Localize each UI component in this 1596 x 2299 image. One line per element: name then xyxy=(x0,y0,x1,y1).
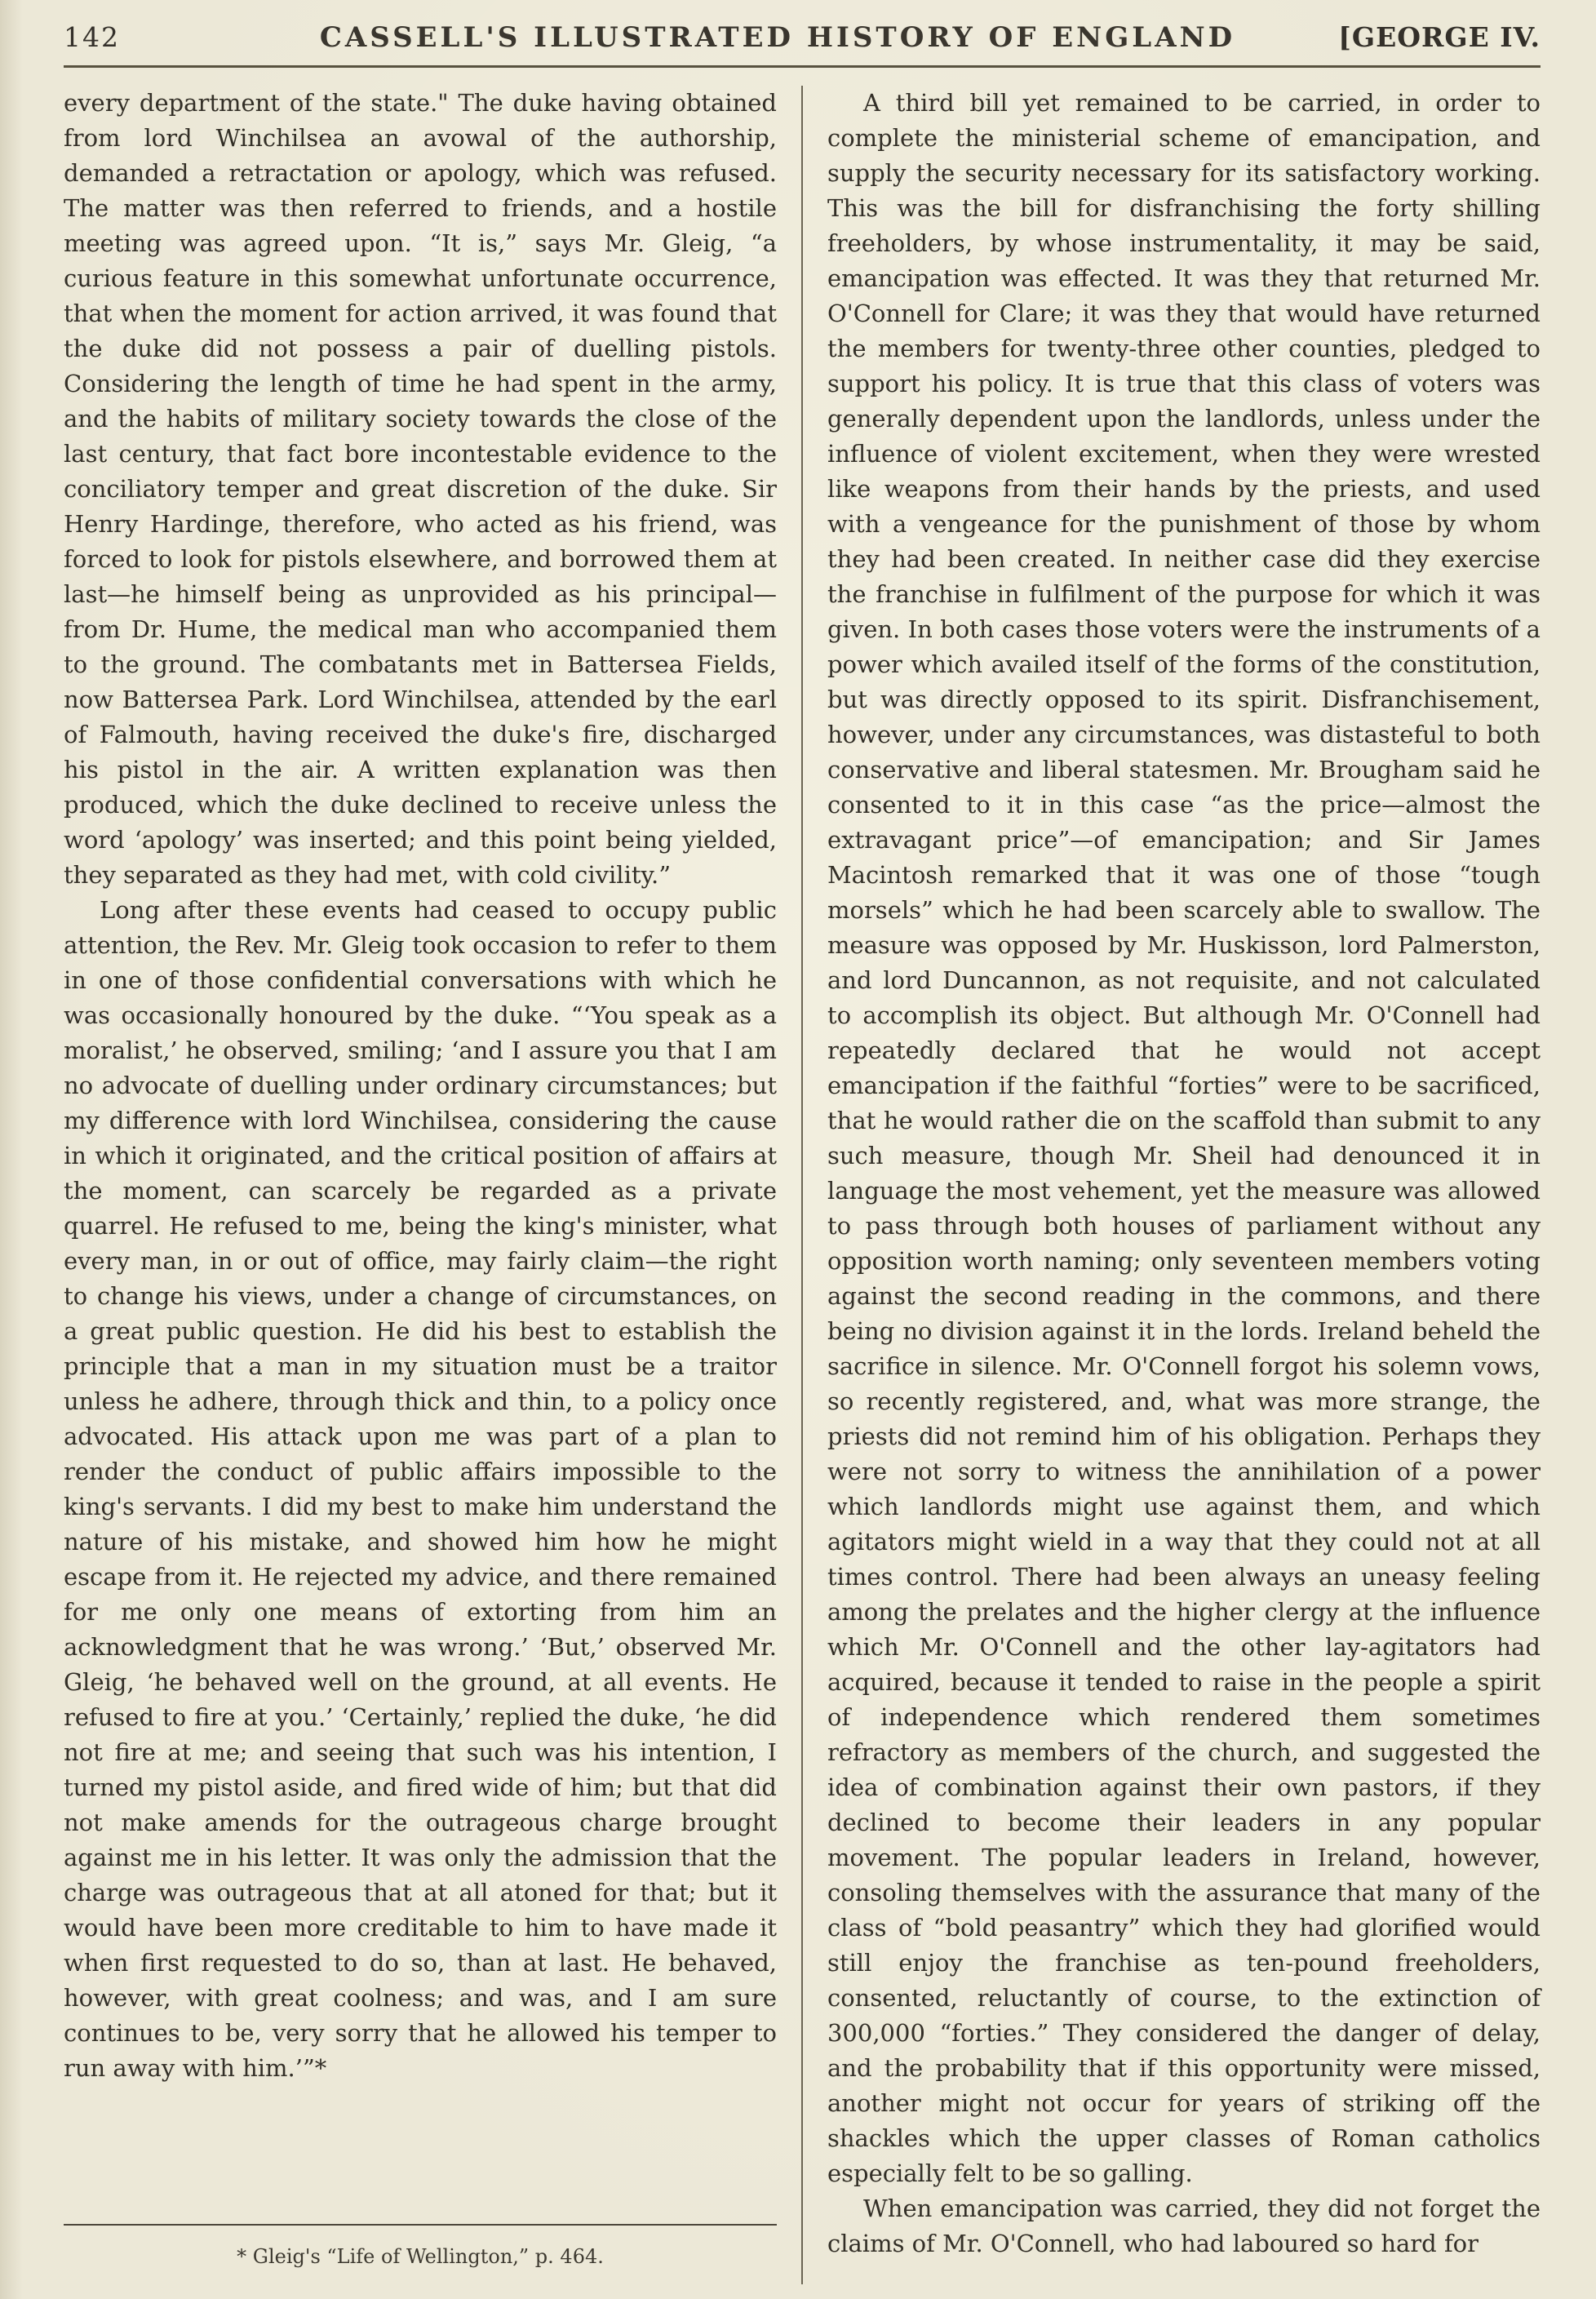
footnote: * Gleig's “Life of Wellington,” p. 464. xyxy=(237,2245,604,2268)
page-number: 142 xyxy=(64,21,120,53)
paragraph: A third bill yet remained to be carried, in order to complete the ministerial scheme of emancipation, and supply the security necessary for its satisfactory working. This was the bill for disfranchising the forty shilling freeholders, by whose instrumentality, it may be said, emancipation was effected. It was they that returned Mr. O'Connell for Clare; it was they that would have returned the members for twenty-three other counties, pledged to support his policy. It is true that this class of voters was generally dependent upon the landlords, unless under the influence of violent excitement, when they were wrested like weapons from their hands by the priests, and used with a vengeance for the punishment of those by whom they had been created. In neither case did they exercise the franchise in fulfilment of the purpose for which it was given. In both cases those voters were the instruments of a power which availed itself of the forms of the constitution, but was directly opposed to its spirit. Disfranchisement, however, under any circumstances, was distasteful to both conservative and liberal statesmen. Mr. Brougham said he consented to it in this case “as the price—almost the extravagant price”—of emancipation; and Sir James Macintosh remarked that it was one of those “tough morsels” which he had been scarcely able to swallow. The measure was opposed by Mr. Huskisson, lord Palmerston, and lord Duncannon, as not requisite, and not calculated to accomplish its object. But although Mr. O'Connell had repeatedly declared that he would not accept emancipation if the faithful “forties” were to be sacrificed, that he would rather die on the scaffold than submit to any such measure, though Mr. Sheil had denounced it in language the most vehement, yet the measure was allowed to pass through both houses of parliament without any opposition worth naming; only seventeen members voting against the second reading in the commons, and there being no division against it in the lords. Ireland beheld the sacrifice in silence. Mr. O'Connell forgot his solemn vows, so recently registered, and, what was more strange, the priests did not remind him of his obligation. Perhaps they were not sorry to witness the annihilation of a power which landlords might use against them, and which agitators might wield in a way that they could not at all times control. There had been always an uneasy feeling among the prelates and the higher clergy at the influence which Mr. O'Connell and the other lay-agitators had acquired, because it tended to raise in the people a spirit of independence which rendered them sometimes refractory as members of the church, and suggested the idea of combination against their own pastors, if they declined to become their leaders in any popular movement. The popular leaders in Ireland, however, consoling themselves with the assurance that many of the class of “bold peasantry” which they had glorified would still enjoy the franchise as ten-pound freeholders, consented, reluctantly of course, to the extinction of 300,000 “forties.” They considered the danger of delay, and the probability that if this opportunity were missed, another might not occur for years of striking off the shackles which the upper classes of Roman catholics especially felt to be so galling. xyxy=(827,89,1541,2187)
paragraph: When emancipation was carried, they did not forget the claims of Mr. O'Connell, who had laboured so hard for xyxy=(827,2195,1541,2257)
paragraph: Long after these events had ceased to occupy public attention, the Rev. Mr. Gleig took occasion to refer to them in one of those confidential conversations with which he was occasionally honoured by the duke. “‘You speak as a moralist,’ he observed, smiling; ‘and I assure you that I am no advocate of duelling under ordinary circumstances; but my difference with lord Winchilsea, considering the cause in which it originated, and the critical position of affairs at the moment, can scarcely be regarded as a private quarrel. He refused to me, being the king's minister, what every man, in or out of office, may fairly claim—the right to change his views, under a change of circumstances, on a great public question. He did his best to establish the principle that a man in my situation must be a traitor unless he adhere, through thick and thin, to a policy once advocated. His attack upon me was part of a plan to render the conduct of public affairs impossible to the king's servants. I did my best to make him understand the nature of his mistake, and showed him how he might escape from it. He rejected my advice, and there remained for me only one means of extorting from him an acknowledgment that he was wrong.’ ‘But,’ observed Mr. Gleig, ‘he behaved well on the ground, at all events. He refused to fire at you.’ ‘Certainly,’ replied the duke, ‘he did not fire at me; and seeing that such was his intention, I turned my pistol aside, and fired wide of him; but that did not make amends for the outrageous charge brought against me in his letter. It was only the admission that the charge was outrageous that at all atoned for that; but it would have been more creditable to him to have made it when first requested to do so, than at last. He behaved, however, with great coolness; and was, and I am sure continues to be, very sorry that he allowed his temper to run away with him.’”* xyxy=(64,896,777,2082)
right-column xyxy=(827,86,1541,2284)
paragraph-continuation: every department of the state." The duke having obtained from lord Winchilsea an avowal of the authorship, demanded a retractation or apology, which was refused. The matter was then referred to friends, and a hostile meeting was agreed upon. “It is,” says Mr. Gleig, “a curious feature in this somewhat unfortunate occurrence, that when the moment for action arrived, it was found that the duke did not possess a pair of duelling pistols. Considering the length of time he had spent in the army, and the habits of military society towards the close of the last century, that fact bore incontestable evidence to the conciliatory temper and great discretion of the duke. Sir Henry Hardinge, therefore, who acted as his friend, was forced to look for pistols elsewhere, and borrowed them at last—he himself being as unprovided as his principal—from Dr. Hume, the medical man who accompanied them to the ground. The combatants met in Battersea Fields, now Battersea Park. Lord Winchilsea, attended by the earl of Falmouth, having received the duke's fire, discharged his pistol in the air. A written explanation was then produced, which the duke declined to receive unless the word ‘apology’ was inserted; and this point being yielded, they separated as they had met, with cold civility.” xyxy=(64,89,777,889)
running-title: CASSELL'S ILLUSTRATED HISTORY OF ENGLAND xyxy=(319,21,1236,54)
footnote-rule xyxy=(64,2224,777,2226)
text-columns xyxy=(64,86,1541,2284)
page-header xyxy=(64,21,1541,54)
left-column xyxy=(64,86,777,2284)
reign-label: [GEORGE IV. xyxy=(1338,21,1541,53)
header-rule xyxy=(64,65,1541,68)
column-divider xyxy=(801,86,803,2284)
footnote-block xyxy=(64,2224,777,2284)
